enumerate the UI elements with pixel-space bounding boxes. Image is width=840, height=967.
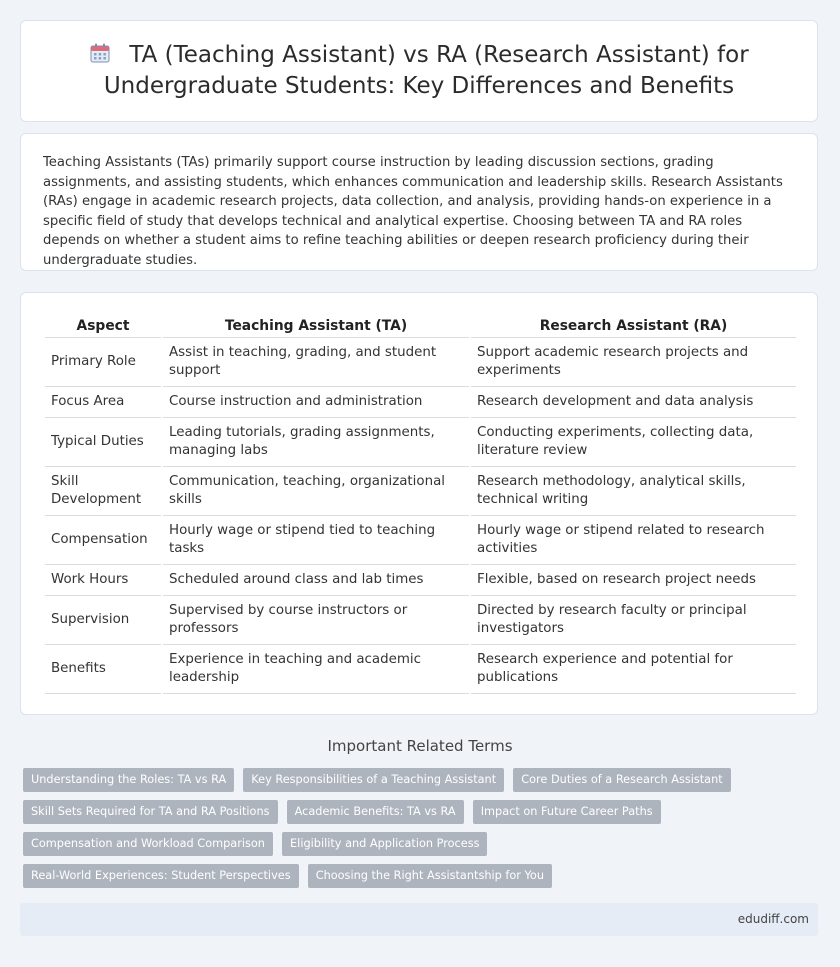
related-term-tag[interactable]: Skill Sets Required for TA and RA Positions [23,800,278,824]
related-term-tag[interactable]: Choosing the Right Assistantship for You [308,864,552,888]
table-row [45,645,796,694]
cell-ra: Conducting experiments, collecting data, literature review [471,418,796,467]
related-term-tag[interactable]: Compensation and Workload Comparison [23,832,273,856]
header-aspect: Aspect [45,315,161,338]
comparison-table [43,315,798,694]
cell-ra: Flexible, based on research project needs [471,565,796,596]
cell-ra: Research methodology, analytical skills, technical writing [471,467,796,516]
cell-ta: Assist in teaching, grading, and student support [163,338,469,387]
header-ta: Teaching Assistant (TA) [163,315,469,338]
cell-aspect: Work Hours [45,565,161,596]
intro-paragraph: Teaching Assistants (TAs) primarily support course instruction by leading discussion sections, grading assignments, and assisting students, which enhances communication and leadership skills. Research Assistants (RAs) engage in academic research projects, data collection, and analysis, providing hands-on experience in a specific field of study that develops technical and analytical expertise. Choosing between TA and RA roles depends on whether a student aims to refine teaching abilities or deepen research proficiency during their undergraduate studies. [43,155,783,268]
cell-aspect: Focus Area [45,387,161,418]
table-header-row [45,315,796,338]
header-ra: Research Assistant (RA) [471,315,796,338]
related-term-tag[interactable]: Eligibility and Application Process [282,832,487,856]
cell-ta: Communication, teaching, organizational skills [163,467,469,516]
cell-aspect: Typical Duties [45,418,161,467]
cell-ra: Research experience and potential for publications [471,645,796,694]
cell-aspect: Benefits [45,645,161,694]
related-term-tag[interactable]: Core Duties of a Research Assistant [513,768,730,792]
table-row [45,387,796,418]
cell-ta: Scheduled around class and lab times [163,565,469,596]
related-term-tag[interactable]: Key Responsibilities of a Teaching Assistant [243,768,504,792]
cell-aspect: Supervision [45,596,161,645]
cell-ta: Leading tutorials, grading assignments, managing labs [163,418,469,467]
cell-ta: Course instruction and administration [163,387,469,418]
cell-ta: Experience in teaching and academic leadership [163,645,469,694]
cell-ta: Hourly wage or stipend tied to teaching tasks [163,516,469,565]
table-row [45,596,796,645]
related-term-tag[interactable]: Impact on Future Career Paths [473,800,661,824]
cell-ra: Support academic research projects and experiments [471,338,796,387]
table-row [45,418,796,467]
page-title [69,41,769,101]
calendar-icon [89,42,111,72]
cell-ra: Hourly wage or stipend related to research activities [471,516,796,565]
intro-card [20,133,818,271]
cell-ra: Research development and data analysis [471,387,796,418]
related-term-tag[interactable]: Real-World Experiences: Student Perspectives [23,864,299,888]
related-terms-title: Important Related Terms [327,737,513,755]
table-row [45,516,796,565]
page-title-text: TA (Teaching Assistant) vs RA (Research Assistant) for Undergraduate Students: Key Differences and Benefits [103,42,749,99]
table-row [45,338,796,387]
related-term-tag[interactable]: Academic Benefits: TA vs RA [287,800,464,824]
related-terms-tags [23,768,743,896]
comparison-card [20,292,818,715]
cell-aspect: Compensation [45,516,161,565]
table-row [45,467,796,516]
table-row [45,565,796,596]
cell-aspect: Primary Role [45,338,161,387]
cell-ra: Directed by research faculty or principal investigators [471,596,796,645]
title-card [20,20,818,122]
cell-ta: Supervised by course instructors or professors [163,596,469,645]
footer-site-link[interactable]: edudiff.com [737,912,809,926]
cell-aspect: Skill Development [45,467,161,516]
related-term-tag[interactable]: Understanding the Roles: TA vs RA [23,768,234,792]
footer [20,903,818,936]
